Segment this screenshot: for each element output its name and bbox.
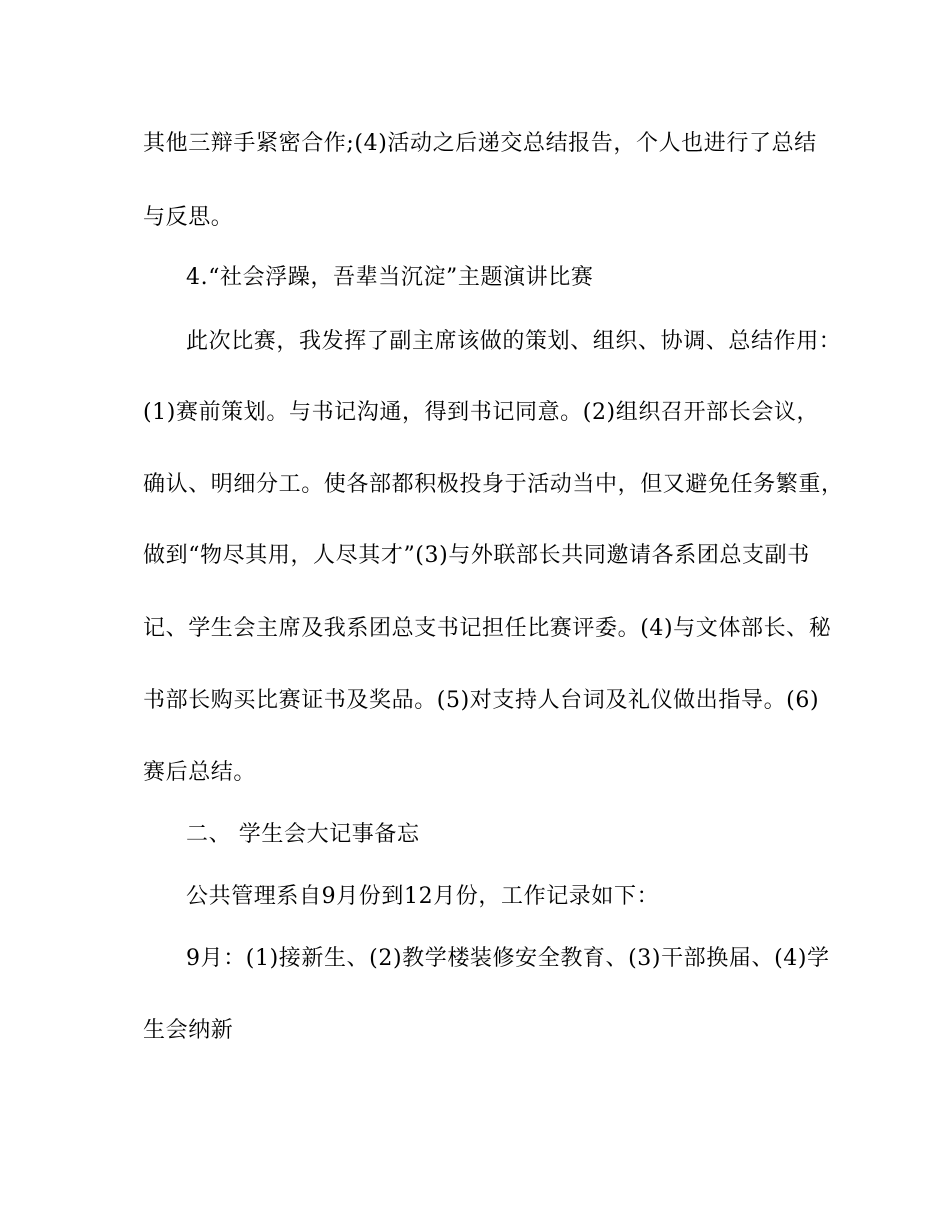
paragraph-line: 与反思。	[143, 205, 234, 230]
paragraph-line: 公共管理系自9月份到12月份，工作记录如下：	[186, 884, 660, 909]
paragraph-line: 记、学生会主席及我系团总支书记担任比赛评委。(4)与文体部长、秘	[143, 616, 832, 641]
paragraph-line: 赛后总结。	[143, 760, 257, 785]
paragraph-line: 确认、明细分工。使各部都积极投身于活动当中，但又避免任务繁重，	[143, 472, 844, 497]
paragraph-line: (1)赛前策划。与书记沟通，得到书记同意。(2)组织召开部长会议，	[143, 400, 820, 425]
paragraph-line: 生会纳新	[143, 1018, 234, 1043]
section-heading: 4.“社会浮躁，吾辈当沉淀”主题演讲比赛	[186, 265, 594, 290]
paragraph-line: 书部长购买比赛证书及奖品。(5)对支持人台词及礼仪做出指导。(6)	[143, 688, 820, 713]
paragraph-line: 此次比赛，我发挥了副主席该做的策划、组织、协调、总结作用：	[186, 329, 842, 354]
paragraph-line: 做到“物尽其用，人尽其才”(3)与外联部长共同邀请各系团总支副书	[143, 543, 810, 568]
section-heading: 二、 学生会大记事备忘	[186, 822, 420, 847]
paragraph-line: 其他三辩手紧密合作;(4)活动之后递交总结报告，个人也进行了总结	[143, 131, 817, 156]
paragraph-line: 9月：(1)接新生、(2)教学楼装修安全教育、(3)干部换届、(4)学	[186, 946, 830, 971]
